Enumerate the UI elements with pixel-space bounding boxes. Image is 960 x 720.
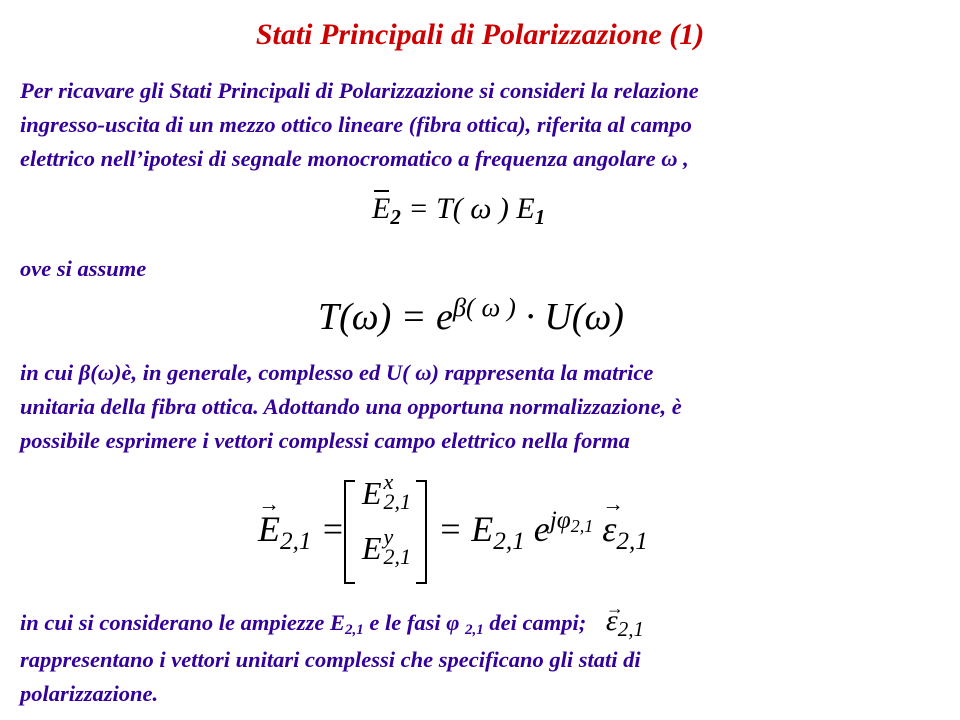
matrix-left-bracket — [344, 480, 355, 584]
p4-inline-sub: 2,1 — [617, 617, 644, 642]
eq1-lhs-sub: 2 — [390, 205, 401, 230]
paragraph-amplitudes-line-1 — [20, 604, 945, 643]
matrix-top-symbol: E — [362, 475, 382, 511]
eq3-lhs: E → — [258, 508, 280, 550]
paragraph-assume: ove si assume — [20, 256, 147, 281]
eq3-unit: ε → — [602, 508, 616, 550]
paragraph-intro-line-3: elettrico nell’ipotesi di segnale monocromatico a frequenza angolare ω , — [20, 146, 689, 171]
eq3-eq-sign-2: = — [438, 509, 463, 549]
matrix-top-entry — [362, 469, 420, 514]
matrix-bottom-symbol: E — [362, 530, 382, 566]
p4-sub-2: 2,1 — [465, 622, 484, 638]
eq1-lhs: E — [372, 192, 391, 225]
eq1-rhs-sub: 1 — [534, 205, 546, 230]
paragraph-amplitudes-line-2: rappresentano i vettori unitari complessi che specificano gli stati di — [20, 647, 641, 672]
eq3-amp-sub: 2,1 — [493, 527, 525, 555]
p4-inline-symbol — [605, 604, 644, 642]
eq2-exponent: β( ω ) — [452, 291, 516, 322]
eq2-rhs: · U(ω) — [525, 296, 624, 338]
slide-title: Stati Principali di Polarizzazione (1) — [255, 18, 705, 51]
paragraph-intro — [20, 74, 945, 176]
matrix-bottom-sub: 2,1 — [383, 544, 412, 569]
eq2-base: e — [435, 296, 453, 338]
paragraph-amplitudes — [20, 604, 945, 711]
matrix-right-bracket — [416, 480, 427, 584]
paragraph-unitary — [20, 356, 945, 458]
eq3-rhs-group — [438, 507, 648, 555]
eq3-exponent: jφ — [549, 507, 571, 535]
p4-sub-1: 2,1 — [345, 622, 364, 638]
eq3-unit-sub: 2,1 — [616, 527, 648, 555]
p4-text-c: dei campi; — [483, 610, 587, 635]
paragraph-amplitudes-line-3: polarizzazione. — [20, 681, 159, 706]
eq3-eq-sign: = — [320, 509, 345, 549]
eq3-lhs-group — [258, 508, 345, 555]
eq2-rel: = — [400, 296, 427, 338]
matrix-bottom-sup: y — [383, 524, 394, 549]
eq2-lhs: T(ω) — [318, 296, 392, 338]
eq3-base: e — [533, 509, 550, 549]
paragraph-intro-line-1: Per ricavare gli Stati Principali di Polarizzazione si consideri la relazione — [20, 78, 699, 103]
eq3-lhs-sub: 2,1 — [280, 527, 312, 555]
p4-text-a: in cui si considerano le ampiezze E — [20, 610, 346, 635]
p4-text-b: e le fasi φ — [363, 610, 466, 635]
eq3-amp: E — [471, 509, 494, 549]
p4-inline-epsilon: ε → — [606, 604, 618, 638]
paragraph-unitary-line-2: unitaria della fibra ottica. Adottando una opportuna normalizzazione, è — [20, 394, 682, 419]
paragraph-unitary-line-1: in cui β(ω)è, in generale, complesso ed U( ω) rappresenta la matrice — [20, 360, 654, 385]
matrix-top-sup: x — [383, 469, 394, 494]
eq3-exponent-sub: 2,1 — [570, 516, 594, 536]
matrix-top-sub: 2,1 — [383, 489, 412, 514]
paragraph-unitary-line-3: possibile esprimere i vettori complessi campo elettrico nella forma — [20, 428, 630, 453]
equation-transfer — [372, 192, 546, 230]
eq1-rel: = T( ω ) E — [408, 192, 535, 225]
matrix-bottom-entry — [362, 524, 420, 569]
equation-t-matrix — [318, 291, 624, 339]
paragraph-intro-line-2: ingresso-uscita di un mezzo ottico lineare (fibra ottica), riferita al campo — [20, 112, 692, 137]
